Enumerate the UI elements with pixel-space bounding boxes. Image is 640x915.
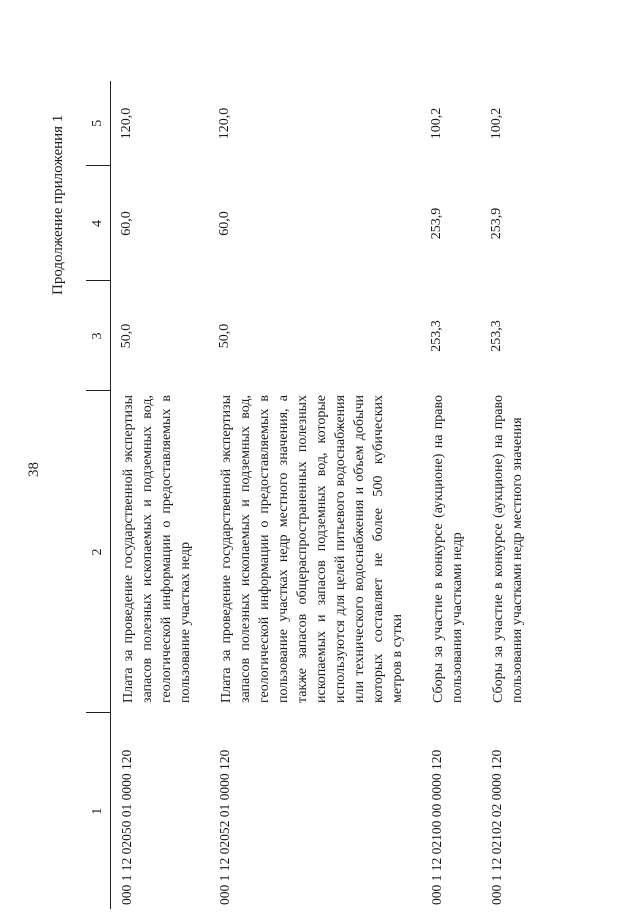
description-cell: Плата за проведение государственной экспертизы запасов полезных ископаемых и подземных вод, геологической информации о предоставляемых в пользование участках недр местного значения, а также запасов общераспространенных полезных ископаемых и запасов подземных вод, которые используются для целей питьевого водоснабжения или технического водоснабжения и объем добычи которых составляет не более 500 кубических метров в сутки bbox=[219, 395, 405, 703]
column-header-3: 3 bbox=[86, 281, 111, 391]
value-col3-cell: 253,3 bbox=[429, 320, 444, 352]
appendix-continuation-label: Продолжение приложения 1 bbox=[50, 114, 66, 295]
table-row bbox=[481, 81, 541, 909]
budget-code-cell: 000 1 12 02100 00 0000 120 bbox=[429, 749, 444, 905]
value-col3-cell: 253,3 bbox=[489, 320, 504, 352]
budget-code-cell: 000 1 12 02052 01 0000 120 bbox=[217, 749, 232, 905]
column-header-5: 5 bbox=[86, 81, 111, 166]
description-cell: Сборы за участие в конкурсе (аукционе) на право пользования участками недр bbox=[431, 395, 465, 703]
value-col5-cell: 120,0 bbox=[119, 107, 134, 140]
table-row bbox=[111, 81, 210, 909]
budget-table bbox=[86, 81, 541, 909]
value-col5-cell: 100,2 bbox=[429, 107, 444, 140]
table-row bbox=[209, 81, 421, 909]
page-number: 38 bbox=[26, 462, 42, 477]
value-col4-cell: 253,9 bbox=[489, 207, 504, 240]
table-row bbox=[421, 81, 481, 909]
value-col4-cell: 60,0 bbox=[217, 211, 232, 236]
table-header-row bbox=[86, 81, 111, 909]
description-cell: Сборы за участие в конкурсе (аукционе) на право пользования участками недр местного значения bbox=[491, 395, 525, 703]
column-header-2: 2 bbox=[86, 391, 111, 713]
budget-code-cell: 000 1 12 02050 01 0000 120 bbox=[119, 749, 134, 905]
value-col4-cell: 253,9 bbox=[429, 207, 444, 240]
value-col4-cell: 60,0 bbox=[119, 211, 134, 236]
column-header-1: 1 bbox=[86, 713, 111, 909]
budget-code-cell: 000 1 12 02102 02 0000 120 bbox=[489, 749, 504, 905]
value-col3-cell: 50,0 bbox=[119, 323, 134, 349]
value-col5-cell: 100,2 bbox=[489, 107, 504, 140]
value-col3-cell: 50,0 bbox=[217, 323, 232, 349]
description-cell: Плата за проведение государственной экспертизы запасов полезных ископаемых и подземных вод, геологической информации о предоставляемых в пользование участках недр bbox=[121, 395, 193, 703]
column-header-4: 4 bbox=[86, 166, 111, 281]
value-col5-cell: 120,0 bbox=[217, 107, 232, 140]
